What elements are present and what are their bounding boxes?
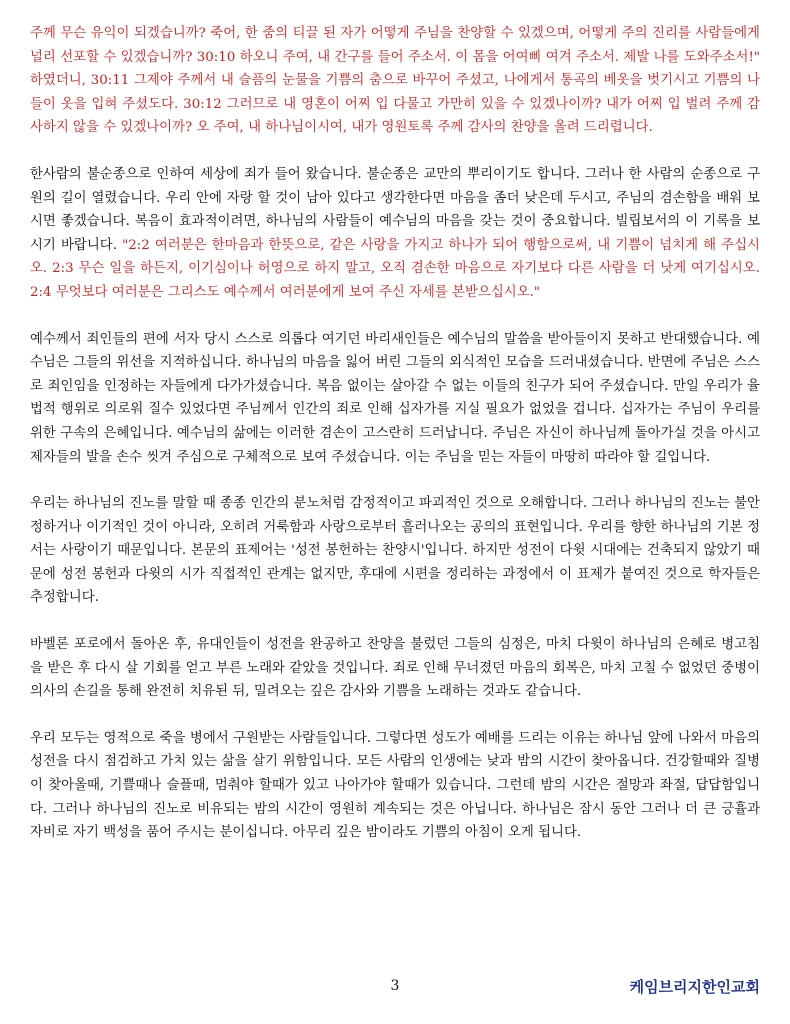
body-paragraph-obedience (30, 163, 760, 305)
body-paragraph-humility: 예수께서 죄인들의 편에 서자 당시 스스로 의롭다 여기던 바리새인들은 예수님의 말씀을 받아들이지 못하고 반대했습니다. 예수님은 그들의 위선을 지적하십니다. 하나님의 마음을 잃어 버린 그들의 외식적인 모습을 드러내셨습니다. 반면에 주님은 스스로 죄인임을 인정하는 자들에게 다가가셨습니다. 복음 없이는 살아갈 수 없는 이들의 친구가 되어 주셨습니다. 만일 우리가 율법적 행위로 의로워 질수 있었다면 주님께서 인간의 죄로 인해 십자가를 지실 필요가 없었을 겁니다. 십자가는 주님이 우리를 위한 구속의 은혜입니다. 예수님의 삶에는 이러한 겸손이 고스란히 드러납니다. 주님은 자신이 하나님께 돌아가실 것을 아시고 제자들의 발을 손수 씻겨 주심으로 구체적으로 보여 주셨습니다. 이는 주님을 믿는 자들이 마땅히 따라야 할 길입니다. (30, 331, 760, 465)
body-paragraph-wrath: 우리는 하나님의 진노를 말할 때 종종 인간의 분노처럼 감정적이고 파괴적인 것으로 오해합니다. 그러나 하나님의 진노는 불안정하거나 이기적인 것이 아니라, 오히려 거룩함과 사랑으로부터 흘러나오는 공의의 표현입니다. 우리를 향한 하나님의 기본 정서는 사랑이기 때문입니다. 본문의 표제어는 '성전 봉헌하는 찬양시'입니다. 하지만 성전이 다윗 시대에는 건축되지 않았기 때문에 성전 봉헌과 다윗의 시가 직접적인 관계는 없지만, 후대에 시편을 정리하는 과정에서 이 표제가 붙여진 것으로 학자들은 추정합니다. (30, 496, 760, 606)
scripture-paragraph-psalm: 주께 무슨 유익이 되겠습니까? 죽어, 한 줌의 티끌 된 자가 어떻게 주님을 찬양할 수 있겠으며, 어떻게 주의 진리를 사람들에게 널리 선포할 수 있겠습니까? 30:10 하오니 주여, 내 간구를 들어 주소서. 이 몸을 어여삐 여겨 주소서. 제발 나를 도와주소서!" 하였더니, 30:11 그제야 주께서 내 슬픔의 눈물을 기쁨의 춤으로 바꾸어 주셨고, 나에게서 통곡의 베옷을 벗기시고 기쁨의 나들이 옷을 입혀 주셨도다. 30:12 그러므로 내 영혼이 어찌 입 다물고 가만히 있을 수 있겠나이까? 내가 어찌 입 벌려 주께 감사하지 않을 수 있겠나이까? 오 주여, 내 하나님이시여, 내가 영원토록 주께 감사의 찬양을 올려 드리렵니다. (30, 26, 760, 136)
body-text: 한사람의 불순종으로 인하여 세상에 죄가 들어 왔습니다. 불순종은 교만의 뿌리이기도 합니다. 그러나 한 사람의 순종으로 구원의 길이 열렸습니다. 우리 안에 자랑 할 것이 남아 있다고 생각한다면 마음을 좀더 낮은데 두시고, 주님의 겸손함을 배워 보시면 좋겠습니다. 복음이 효과적이려면, 하나님의 사람들이 예수님의 마음을 갖는 것이 중요합니다. 빌립보서의 이 기록을 보시기 바랍니다. (30, 166, 760, 253)
church-name: 케임브리지한인교회 (629, 978, 760, 996)
body-paragraph-babylon: 바벨론 포로에서 돌아온 후, 유대인들이 성전을 완공하고 찬양을 불렀던 그들의 심정은, 마치 다윗이 하나님의 은혜로 병고침을 받은 후 다시 살 기회를 얻고 부른 노래와 같았을 것입니다. 죄로 인해 무너졌던 마음의 회복은, 마치 고칠 수 없었던 중병이 의사의 손길을 통해 완전히 치유된 뒤, 밀려오는 깊은 감사와 기쁨을 노래하는 것과도 같습니다. (30, 637, 760, 700)
scripture-quote-philippians: "2:2 여러분은 한마음과 한뜻으로, 같은 사랑을 가지고 하나가 되어 행함으로써, 내 기쁨이 넘치게 해 주십시오. 2:3 무슨 일을 하든지, 이기심이나 허영으로 하지 말고, 오직 겸손한 마음으로 자기보다 다른 사람을 더 낫게 여기십시오. 2:4 무엇보다 여러분은 그리스도 예수께서 여러분에게 보여 주신 자세를 본받으십시오." (30, 237, 760, 300)
page-number: 3 (390, 978, 400, 994)
body-paragraph-night: 우리 모두는 영적으로 죽을 병에서 구원받는 사람들입니다. 그렇다면 성도가 예배를 드리는 이유는 하나님 앞에 나와서 마음의 성전을 다시 점검하고 가치 있는 삶을 살기 위함입니다. 모든 사람의 인생에는 낮과 밤의 시간이 찾아옵니다. 건강할때와 질병이 찾아올때, 기쁠때나 슬플때, 멈춰야 할때가 있고 나아가야 할때가 있습니다. 그런데 밤의 시간은 절망과 좌절, 답답함입니다. 그러나 하나님의 진노로 비유되는 밤의 시간이 영원히 계속되는 것은 아닙니다. 하나님은 잠시 동안 그러나 더 큰 긍휼과 자비로 자기 백성을 품어 주시는 분이십니다. 아무리 깊은 밤이라도 기쁨의 아침이 오게 됩니다. (30, 730, 760, 841)
